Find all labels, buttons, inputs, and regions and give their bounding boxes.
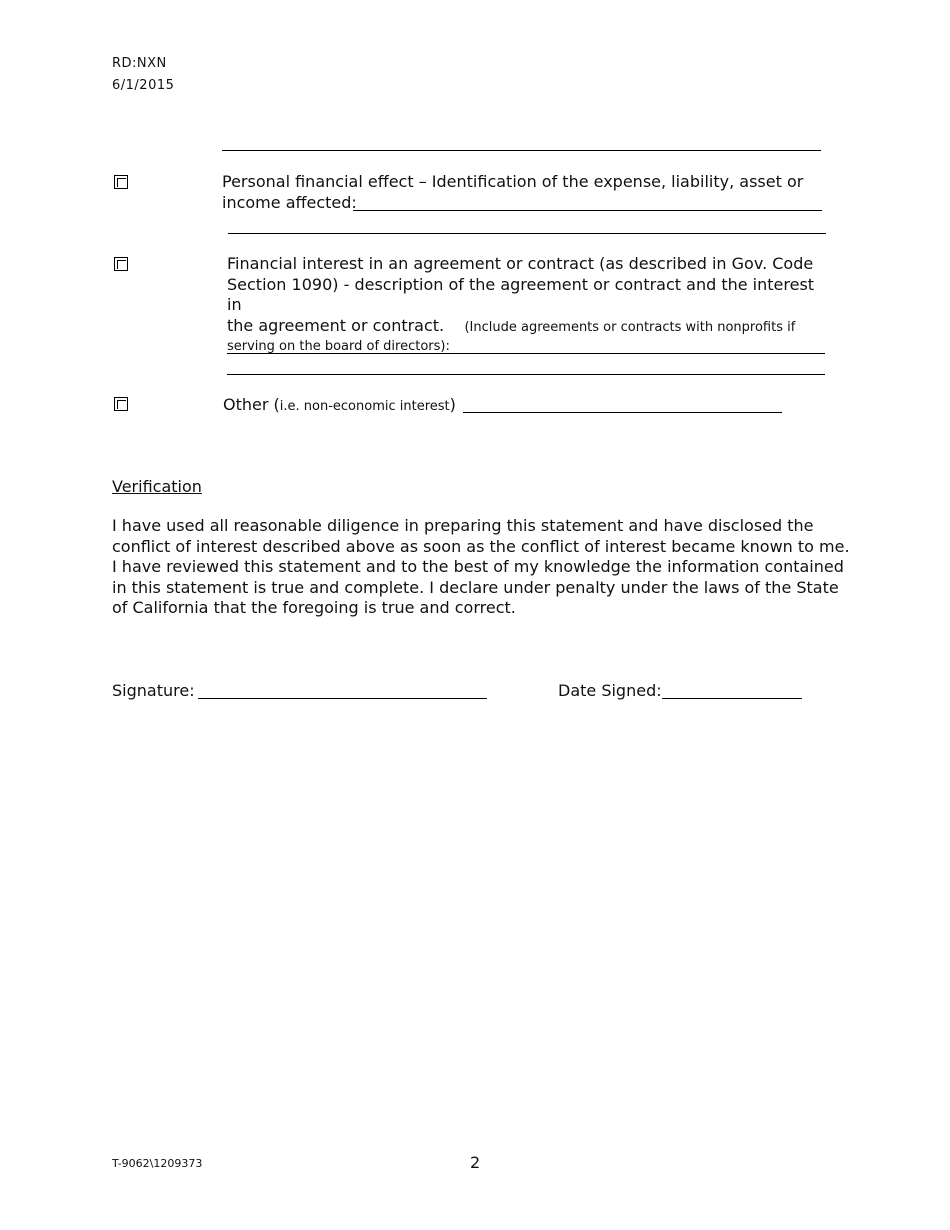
contract-note-part1: (Include agreements or contracts with nonprofits if [464, 319, 796, 335]
contract-interest-checkbox[interactable] [114, 257, 128, 271]
other-interest-checkbox[interactable] [114, 397, 128, 411]
other-interest-line[interactable] [463, 412, 782, 413]
personal-financial-effect-checkbox[interactable] [114, 175, 128, 189]
footer-doc-id: T-9062\1209373 [112, 1157, 203, 1170]
date-signed-label: Date Signed: [558, 681, 662, 700]
other-label-close: ) [449, 395, 456, 414]
personal-label-line1: Personal financial effect – Identification of the expense, liability, asset or [222, 172, 804, 191]
verification-line: of California that the foregoing is true and correct. [112, 598, 516, 617]
contract-description-line-1[interactable] [227, 353, 825, 354]
verification-line: in this statement is true and complete. I declare under penalty under the laws of the State [112, 577, 839, 597]
contract-line1: Financial interest in an agreement or contract (as described in Gov. Code [227, 254, 814, 273]
personal-label-line2: income affected: [222, 192, 357, 212]
contract-interest-label [227, 254, 827, 356]
document-date: 6/1/2015 [112, 78, 175, 93]
signature-label: Signature: [112, 681, 195, 700]
contract-description-line-2[interactable] [227, 374, 825, 375]
other-label-note: i.e. non-economic interest [279, 399, 450, 414]
contract-note-part2: serving on the board of directors): [227, 339, 450, 354]
verification-line: I have reviewed this statement and to the best of my knowledge the information contained [112, 557, 844, 576]
document-ref: RD:NXN [112, 56, 167, 71]
personal-income-affected-line[interactable] [353, 210, 822, 211]
other-label-prefix: Other ( [223, 395, 280, 414]
verification-paragraph [112, 516, 852, 619]
personal-extra-line[interactable] [228, 233, 826, 234]
verification-line: conflict of interest described above as soon as the conflict of interest became known to me. [112, 536, 850, 556]
verification-heading: Verification [112, 477, 202, 496]
signature-line[interactable] [198, 698, 487, 699]
page-number: 2 [470, 1153, 481, 1172]
contract-line3: the agreement or contract. [227, 315, 445, 335]
date-signed-line[interactable] [662, 698, 802, 699]
personal-financial-effect-label [222, 172, 822, 213]
blank-line-top [222, 150, 821, 151]
verification-line: I have used all reasonable diligence in preparing this statement and have disclosed the [112, 516, 814, 535]
contract-line2: Section 1090) - description of the agreement or contract and the interest in [227, 274, 815, 314]
other-interest-label [223, 395, 456, 414]
